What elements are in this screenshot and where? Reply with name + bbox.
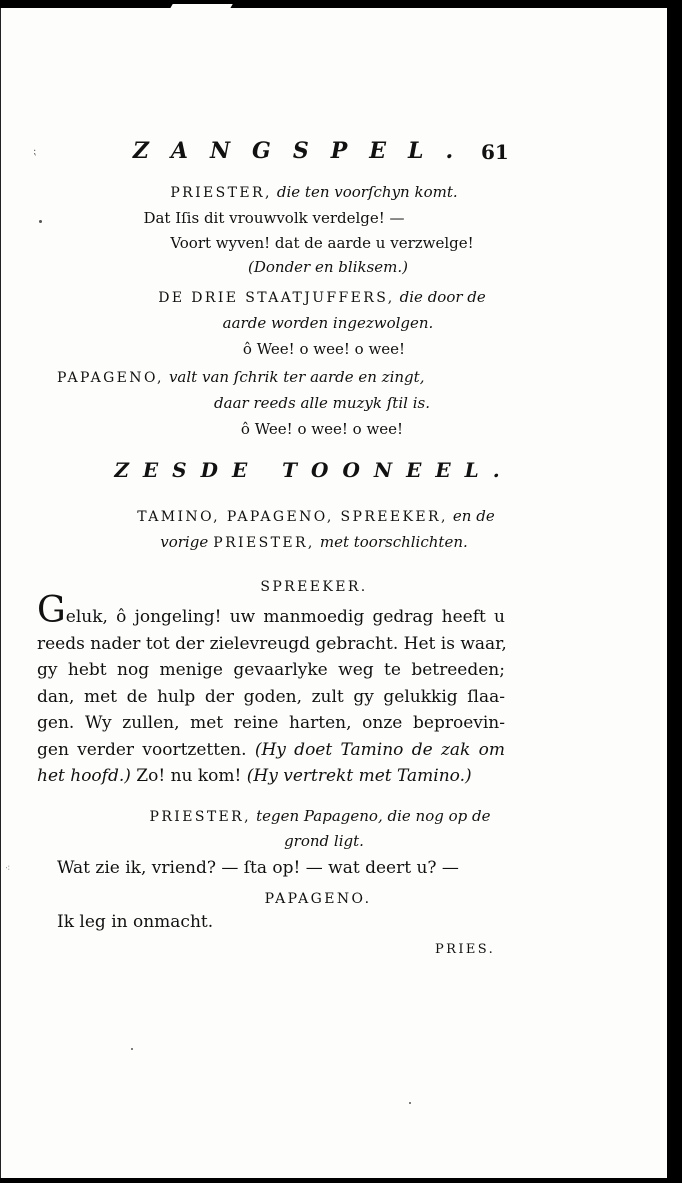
verse-line: Ik leg in onmacht. [57, 912, 214, 932]
prose-text: gen verder voortzetten. [37, 739, 247, 760]
verse-line: Wat zie ik, vriend? — ſta op! — wat deert u? — [57, 858, 459, 878]
speaker-name: PAPAGENO. [264, 891, 372, 907]
stage-direction: (Hy doet Tamino de zak om [254, 739, 505, 760]
page-number: 61 [481, 140, 509, 164]
ink-speck [39, 220, 42, 223]
catchword: PRIES. [435, 942, 496, 957]
stage-direction: valt van ſchrik ter aarde en zingt, [168, 368, 425, 386]
stage-direction: met toorschlichten. [319, 533, 468, 551]
drop-cap: G [37, 590, 66, 631]
speaker-name: DE DRIE STAATJUFFERS, [158, 290, 395, 306]
stage-direction: daar reeds alle muzyk ſtil is. [214, 394, 430, 412]
book-page [0, 8, 667, 1178]
verse-line: ô Wee! o wee! o wee! [242, 340, 406, 358]
margin-mark: ⁏ [33, 146, 37, 157]
verse-line: Voort wyven! dat de aarde u verzwelge! [170, 234, 474, 252]
stage-direction: (Donder en bliksem.) [248, 258, 408, 276]
speaker-heading [0, 576, 647, 595]
stage-direction: tegen Papageno, die nog op de [256, 807, 491, 825]
prose-text: Zo! nu kom! [136, 766, 242, 786]
cast-list [0, 506, 649, 525]
speaker-name: PAPAGENO, [57, 370, 164, 386]
verse-line: Dat Iſis dit vrouwvolk verdelge! — [143, 209, 405, 227]
speech-paragraph [37, 590, 507, 790]
margin-mark: ⁖ [5, 864, 11, 874]
speaker-heading [0, 287, 655, 306]
verse-line: ô Wee! o wee! o wee! [240, 420, 404, 438]
cast-names: PRIESTER, [213, 535, 315, 551]
scene-title-text: ZESDE TOONEEL. [114, 458, 514, 482]
stage-direction: het hoofd.) [37, 766, 131, 786]
stage-direction: die ten voorſchyn komt. [276, 183, 458, 201]
speaker-heading [0, 182, 647, 201]
cast-list [0, 532, 647, 551]
prose-line: gy hebt nog menige gevaarlyke weg te betreeden; [37, 660, 505, 680]
speaker-heading [0, 888, 651, 907]
speaker-name: PRIESTER, [149, 809, 251, 825]
speaker-heading [57, 367, 424, 386]
prose-line [37, 590, 505, 631]
prose-text: eluk, ô jongeling! uw manmoedig gedrag heeft u [65, 607, 505, 627]
scene-title [0, 458, 647, 482]
stage-direction: die door de [399, 288, 486, 306]
prose-line: dan, met de hulp der goden, zult gy gelukkig ſlaa- [37, 686, 505, 707]
prose-line [37, 737, 505, 764]
stage-direction: aarde worden ingezwolgen. [222, 314, 434, 332]
running-title-text: ZANGSPEL. [132, 138, 476, 164]
ink-speck [131, 1048, 133, 1050]
stage-direction: (Hy vertrekt met Tamino.) [246, 766, 472, 786]
prose-line: reeds nader tot der zielevreugd gebracht. Het is waar, [37, 633, 507, 654]
cast-connector: en de [452, 507, 495, 525]
cast-names: TAMINO, PAPAGENO, SPREEKER, [137, 509, 448, 525]
ink-speck [409, 1102, 411, 1104]
running-title [0, 138, 637, 164]
prose-line: gen. Wy zullen, met reine harten, onze beproevin- [37, 713, 505, 733]
paper-edge-mark [169, 4, 232, 10]
speaker-heading [0, 806, 653, 825]
speaker-name: PRIESTER, [170, 185, 272, 201]
speaker-name: SPREEKER. [260, 579, 368, 595]
cast-connector: vorige [160, 533, 209, 551]
prose-line [37, 763, 505, 790]
stage-direction: grond ligt. [284, 832, 364, 850]
